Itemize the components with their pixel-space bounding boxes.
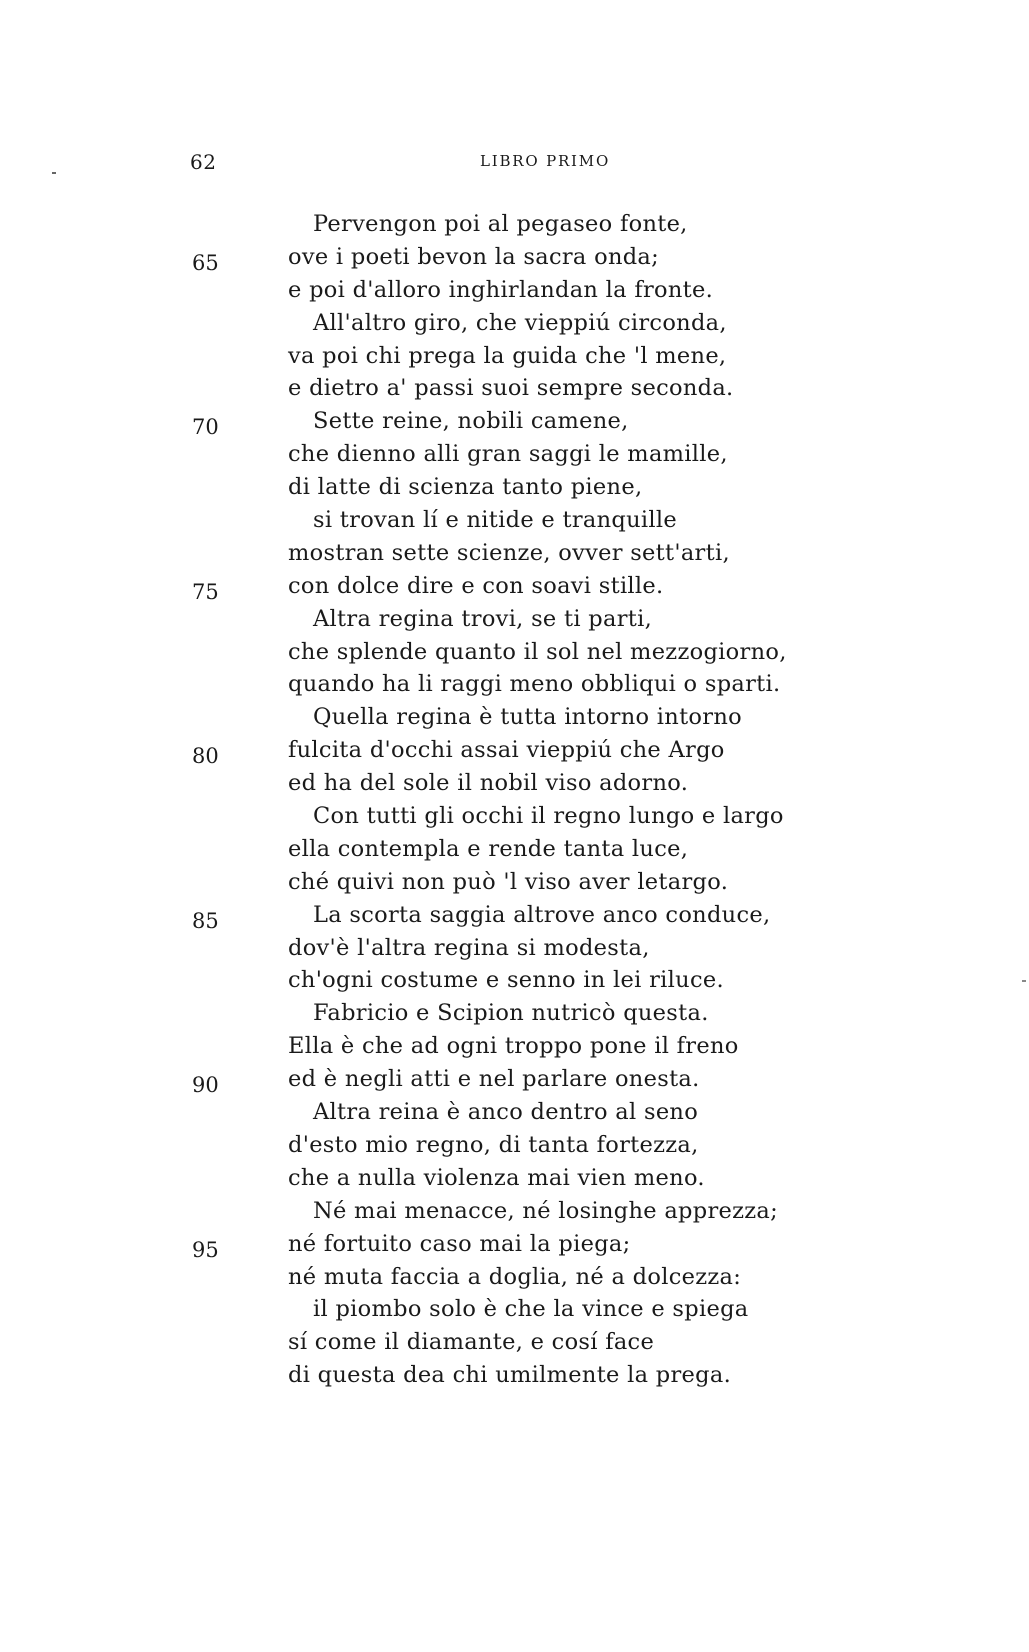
verse-line: [0, 1228, 1029, 1261]
verse-text: ella contempla e rende tanta luce,: [288, 835, 689, 862]
verse-text: ove i poeti bevon la sacra onda;: [288, 243, 660, 270]
verse-line: [0, 1030, 1029, 1063]
verse-text: né fortuito caso mai la piega;: [288, 1230, 631, 1257]
line-number: 95: [192, 1237, 219, 1262]
verse-line: [0, 1096, 1029, 1129]
verse-text: quando ha li raggi meno obbliqui o sparti.: [288, 671, 781, 698]
verse-text: si trovan lí e nitide e tranquille: [313, 507, 677, 534]
line-number: 90: [192, 1073, 219, 1098]
poem-body: [0, 208, 1029, 1392]
verse-text: All'altro giro, che vieppiú circonda,: [313, 309, 727, 336]
verse-text: con dolce dire e con soavi stille.: [288, 572, 664, 599]
verse-line: [0, 866, 1029, 899]
verse-line: [0, 570, 1029, 603]
verse-text: d'esto mio regno, di tanta fortezza,: [288, 1131, 699, 1158]
verse-text: ch'ogni costume e senno in lei riluce.: [288, 967, 724, 994]
margin-mark: [52, 172, 56, 174]
verse-text: di questa dea chi umilmente la prega.: [288, 1362, 732, 1389]
verse-line: [0, 603, 1029, 636]
verse-line: [0, 932, 1029, 965]
verse-line: [0, 241, 1029, 274]
verse-line: [0, 1129, 1029, 1162]
verse-line: [0, 405, 1029, 438]
verse-line: [0, 899, 1029, 932]
verse-line: [0, 372, 1029, 405]
verse-line: [0, 800, 1029, 833]
verse-text: mostran sette scienze, ovver sett'arti,: [288, 539, 730, 566]
verse-text: va poi chi prega la guida che 'l mene,: [288, 342, 727, 369]
verse-line: [0, 636, 1029, 669]
verse-text: il piombo solo è che la vince e spiega: [313, 1296, 749, 1323]
verse-text: ed è negli atti e nel parlare onesta.: [288, 1066, 700, 1093]
line-number: 75: [192, 579, 219, 604]
verse-text: di latte di scienza tanto piene,: [288, 474, 643, 501]
verse-text: Altra reina è anco dentro al seno: [313, 1099, 699, 1126]
verse-line: [0, 1326, 1029, 1359]
verse-line: [0, 471, 1029, 504]
verse-line: [0, 1195, 1029, 1228]
verse-line: [0, 668, 1029, 701]
verse-text: e dietro a' passi suoi sempre seconda.: [288, 375, 734, 402]
verse-text: che dienno alli gran saggi le mamille,: [288, 441, 728, 468]
line-number: 70: [192, 415, 219, 440]
line-number: 85: [192, 908, 219, 933]
verse-text: dov'è l'altra regina si modesta,: [288, 934, 650, 961]
verse-line: [0, 274, 1029, 307]
verse-text: Né mai menacce, né losinghe apprezza;: [313, 1197, 779, 1224]
verse-line: [0, 208, 1029, 241]
verse-text: Ella è che ad ogni troppo pone il freno: [288, 1033, 739, 1060]
verse-text: Altra regina trovi, se ti parti,: [313, 605, 653, 632]
verse-line: [0, 537, 1029, 570]
verse-text: che splende quanto il sol nel mezzogiorno,: [288, 638, 787, 665]
verse-line: [0, 504, 1029, 537]
verse-line: [0, 1063, 1029, 1096]
verse-line: [0, 833, 1029, 866]
verse-line: [0, 1293, 1029, 1326]
verse-text: e poi d'alloro inghirlandan la fronte.: [288, 276, 714, 303]
verse-line: [0, 1162, 1029, 1195]
verse-text: fulcita d'occhi assai vieppiú che Argo: [288, 737, 725, 764]
verse-line: [0, 767, 1029, 800]
verse-line: [0, 734, 1029, 767]
verse-text: Pervengon poi al pegaseo fonte,: [313, 211, 688, 237]
verse-line: [0, 997, 1029, 1030]
line-number: 65: [192, 250, 219, 275]
verse-line: [0, 701, 1029, 734]
verse-line: [0, 964, 1029, 997]
verse-text: che a nulla violenza mai vien meno.: [288, 1164, 705, 1191]
verse-line: [0, 1261, 1029, 1294]
verse-text: Fabricio e Scipion nutricò questa.: [313, 1000, 709, 1027]
verse-text: ché quivi non può 'l viso aver letargo.: [288, 868, 729, 895]
verse-line: [0, 340, 1029, 373]
verse-text: Con tutti gli occhi il regno lungo e largo: [313, 803, 784, 830]
running-header: [190, 150, 650, 174]
verse-text: ed ha del sole il nobil viso adorno.: [288, 770, 689, 797]
verse-text: La scorta saggia altrove anco conduce,: [313, 901, 771, 928]
page-number: 62: [190, 150, 217, 174]
verse-line: [0, 438, 1029, 471]
verse-text: né muta faccia a doglia, né a dolcezza:: [288, 1263, 742, 1290]
verse-line: [0, 1359, 1029, 1392]
verse-text: Quella regina è tutta intorno intorno: [313, 704, 742, 731]
verse-line: [0, 307, 1029, 340]
line-number: 80: [192, 744, 219, 769]
verse-text: sí come il diamante, e cosí face: [288, 1329, 655, 1356]
running-title: LIBRO PRIMO: [480, 152, 611, 170]
verse-text: Sette reine, nobili camene,: [313, 408, 629, 435]
